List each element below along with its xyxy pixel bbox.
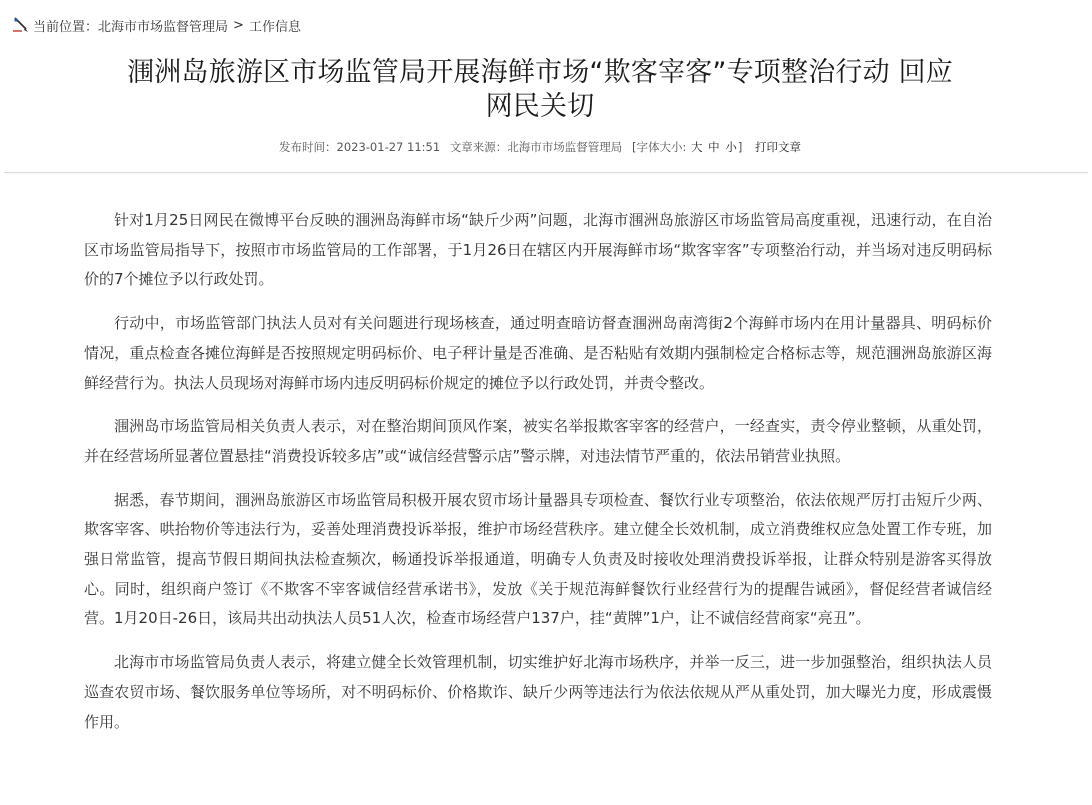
source-value: 北海市市场监督管理局	[507, 140, 623, 154]
article-body	[84, 206, 992, 751]
print-article-button[interactable]: 打印文章	[754, 140, 801, 154]
article-paragraph: 针对1月25日网民在微博平台反映的涠洲岛海鲜市场“缺斤少两”问题，北海市涠洲岛旅游区市场监管局高度重视，迅速行动，在自治区市场监管局指导下，按照市市场监管局的工作部署，于1月26日在辖区内开展海鲜市场“欺客宰客”专项整治行动，并当场对违反明码标价的7个摊位予以行政处罚。	[84, 211, 992, 289]
article-paragraph: 涠洲岛市场监管局相关负责人表示，对在整治期间顶风作案，被实名举报欺客宰客的经营户，一经查实，责令停业整顿，从重处罚，并在经营场所显著位置悬挂“消费投诉较多店”或“诚信经营警示店”警示牌，对违法情节严重的，依法吊销营业执照。	[84, 417, 992, 465]
publish-label: 发布时间：	[279, 140, 337, 154]
breadcrumb	[12, 14, 301, 36]
article-paragraph: 据悉，春节期间，涠洲岛旅游区市场监管局积极开展农贸市场计量器具专项检查、餐饮行业专项整治，依法依规严厉打击短斤少两、欺客宰客、哄抬物价等违法行为，妥善处理消费投诉举报，维护市场经营秩序。建立健全长效机制，成立消费维权应急处置工作专班，加强日常监管，提高节假日期间执法检查频次，畅通投诉举报通道，明确专人负责及时接收处理消费投诉举报，让群众特别是游客买得放心。同时，组织商户签订《不欺客不宰客诚信经营承诺书》，发放《关于规范海鲜餐饮行业经营行为的提醒告诫函》，督促经营者诚信经营。1月20日-26日，该局共出动执法人员51人次，检查市场经营户137户，挂“黄牌”1户，让不诚信经营商家“亮丑”。	[84, 490, 992, 628]
font-size-close: ]	[737, 140, 743, 154]
article-title	[40, 56, 1040, 124]
article-paragraph: 北海市市场监管局负责人表示，将建立健全长效管理机制，切实维护好北海市场秩序，并举一反三，进一步加强整治，组织执法人员巡查农贸市场、餐饮服务单位等场所，对不明码标价、价格欺诈、缺斤少两等违法行为依法依规从严从重处罚，加大曝光力度，形成震慑作用。	[84, 653, 992, 731]
font-size-small-button[interactable]: 小	[725, 140, 737, 154]
font-size-medium-button[interactable]: 中	[708, 140, 720, 154]
breadcrumb-link-work-info[interactable]: 工作信息	[248, 19, 301, 35]
breadcrumb-prefix: 当前位置：	[33, 19, 99, 35]
article-title-line2: 网民关切	[485, 91, 595, 122]
source-label: 文章来源：	[449, 140, 508, 154]
font-size-control	[632, 140, 742, 154]
font-size-label: [字体大小:	[631, 140, 687, 154]
header-divider	[4, 172, 1088, 173]
pencil-pin-icon	[12, 16, 30, 34]
article-paragraph: 行动中，市场监管部门执法人员对有关问题进行现场核查，通过明查暗访督查涠洲岛南湾街2个海鲜市场内在用计量器具、明码标价情况，重点检查各摊位海鲜是否按照规定明码标价、电子秤计量是否准确、是否粘贴有效期内强制检定合格标志等，规范涠洲岛旅游区海鲜经营行为。执法人员现场对海鲜市场内违反明码标价规定的摊位予以行政处罚，并责令整改。	[84, 314, 992, 392]
source-info	[450, 140, 623, 154]
article-meta	[0, 139, 1080, 155]
font-size-large-button[interactable]: 大	[691, 140, 703, 154]
publish-time: 2023-01-27 11:51	[336, 140, 441, 154]
breadcrumb-separator: >	[233, 17, 244, 33]
publish-info	[279, 140, 440, 154]
article-title-line1: 涠洲岛旅游区市场监管局开展海鲜市场“欺客宰客”专项整治行动 回应	[127, 57, 953, 88]
breadcrumb-link-bureau[interactable]: 北海市市场监督管理局	[98, 19, 229, 35]
